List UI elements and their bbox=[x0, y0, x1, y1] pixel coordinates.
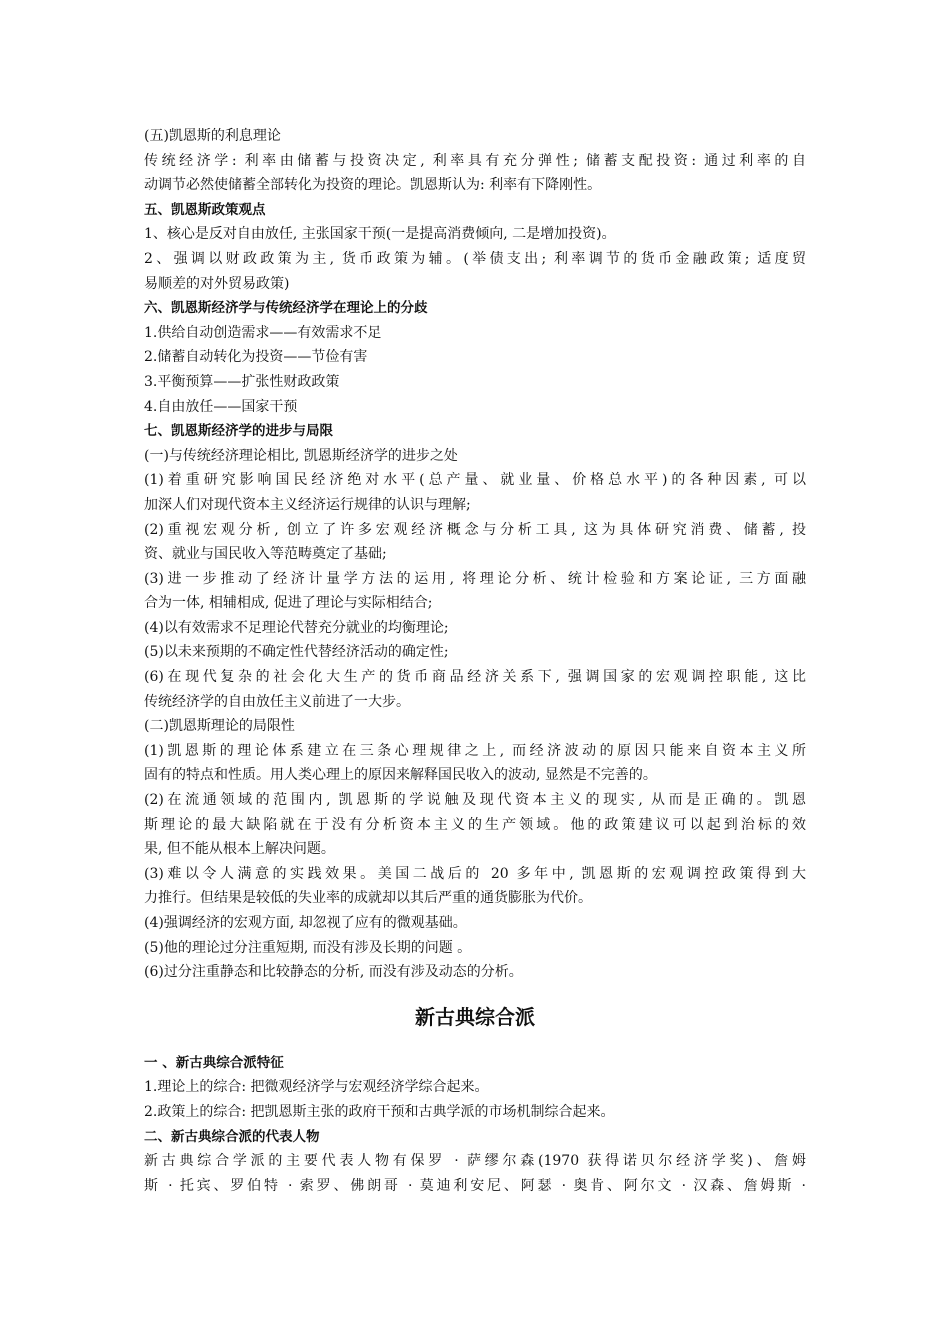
section-title: 新古典综合派 bbox=[415, 1004, 535, 1029]
list-item: 2、强调以财政政策为主, 货币政策为辅。(举债支出; 利率调节的货币金融政策; 适度贸 bbox=[144, 250, 806, 267]
list-item: 2.政策上的综合: 把凯恩斯主张的政府干预和古典学派的市场机制综合起来。 bbox=[144, 1103, 615, 1120]
heading-theory-differences: 六、凯恩斯经济学与传统经济学在理论上的分歧 bbox=[144, 300, 428, 317]
list-item: 合为一体, 相辅相成, 促进了理论与实际相结合; bbox=[144, 595, 433, 612]
list-item: 3.平衡预算——扩张性财政政策 bbox=[144, 373, 340, 390]
list-item: 1、核心是反对自由放任, 主张国家干预(一是提高消费倾向, 二是增加投资)。 bbox=[144, 226, 616, 243]
list-item: (2)在流通领域的范围内, 凯恩斯的学说触及现代资本主义的现实, 从而是正确的。凯恩 bbox=[144, 792, 806, 809]
list-item: (4)以有效需求不足理论代替充分就业的均衡理论; bbox=[144, 619, 449, 636]
list-item: 4.自由放任——国家干预 bbox=[144, 398, 298, 415]
list-item: 资、就业与国民收入等范畴奠定了基础; bbox=[144, 546, 387, 563]
list-item: (5)他的理论过分注重短期, 而没有涉及长期的问题 。 bbox=[144, 939, 472, 956]
list-item: (4)强调经济的宏观方面, 却忽视了应有的微观基础。 bbox=[144, 915, 467, 931]
subheading-limitations: (二)凯恩斯理论的局限性 bbox=[144, 718, 295, 735]
list-item: (3)进一步推动了经济计量学方法的运用, 将理论分析、统计检验和方案论证, 三方面融 bbox=[144, 570, 806, 587]
subheading-interest-theory: (五)凯恩斯的利息理论 bbox=[144, 128, 281, 144]
list-item: 斯理论的最大缺陷就在于没有分析资本主义的生产领域。他的政策建议可以起到治标的效 bbox=[144, 816, 806, 833]
heading-policy-views: 五、凯恩斯政策观点 bbox=[144, 201, 266, 218]
paragraph-line: 传统经济学: 利率由储蓄与投资决定, 利率具有充分弹性; 储蓄支配投资: 通过利率的自 bbox=[144, 152, 806, 169]
subheading-progress: (一)与传统经济理论相比, 凯恩斯经济学的进步之处 bbox=[144, 447, 458, 464]
heading-progress-limits: 七、凯恩斯经济学的进步与局限 bbox=[144, 423, 333, 440]
list-item: (2)重视宏观分析, 创立了许多宏观经济概念与分析工具, 这为具体研究消费、储蓄, 投 bbox=[144, 521, 806, 538]
list-item: 加深人们对现代资本主义经济运行规律的认识与理解; bbox=[144, 496, 471, 513]
list-item: (6)过分注重静态和比较静态的分析, 而没有涉及动态的分析。 bbox=[144, 964, 523, 981]
list-item: (3)难以令人满意的实践效果。美国二战后的 20 多年中, 凯恩斯的宏观调控政策得到大 bbox=[144, 865, 806, 882]
paragraph-line: 新古典综合学派的主要代表人物有保罗 · 萨缪尔森(1970 获得诺贝尔经济学奖)、詹姆 bbox=[144, 1153, 806, 1170]
heading-representatives: 二、新古典综合派的代表人物 bbox=[144, 1128, 320, 1145]
paragraph-line: 动调节必然使储蓄全部转化为投资的理论。凯恩斯认为: 利率有下降刚性。 bbox=[144, 177, 602, 194]
heading-features: 一 、新古典综合派特征 bbox=[144, 1054, 284, 1071]
list-item: (1)着重研究影响国民经济绝对水平(总产量、就业量、价格总水平)的各种因素, 可以 bbox=[144, 472, 806, 489]
list-item: 1.供给自动创造需求——有效需求不足 bbox=[144, 324, 382, 341]
list-item: (1)凯恩斯的理论体系建立在三条心理规律之上, 而经济波动的原因只能来自资本主义所 bbox=[144, 742, 806, 759]
paragraph-line: 斯 · 托宾、罗伯特 · 索罗、佛朗哥 · 莫迪利安尼、阿瑟 · 奥肯、阿尔文 · 汉森、詹姆斯 · bbox=[144, 1177, 806, 1194]
list-item: (5)以未来预期的不确定性代替经济活动的确定性; bbox=[144, 644, 449, 661]
list-item: (6)在现代复杂的社会化大生产的货币商品经济关系下, 强调国家的宏观调控职能, 这比 bbox=[144, 669, 806, 686]
list-item: 传统经济学的自由放任主义前进了一大步。 bbox=[144, 693, 410, 710]
list-item: 易顺差的对外贸易政策) bbox=[144, 275, 290, 292]
list-item: 2.储蓄自动转化为投资——节俭有害 bbox=[144, 349, 368, 366]
list-item: 果, 但不能从根本上解决问题。 bbox=[144, 841, 335, 858]
list-item: 1.理论上的综合: 把微观经济学与宏观经济学综合起来。 bbox=[144, 1079, 489, 1096]
list-item: 固有的特点和性质。用人类心理上的原因来解释国民收入的波动, 显然是不完善的。 bbox=[144, 767, 657, 784]
list-item: 力推行。但结果是较低的失业率的成就却以其后严重的通货膨胀为代价。 bbox=[144, 890, 592, 907]
